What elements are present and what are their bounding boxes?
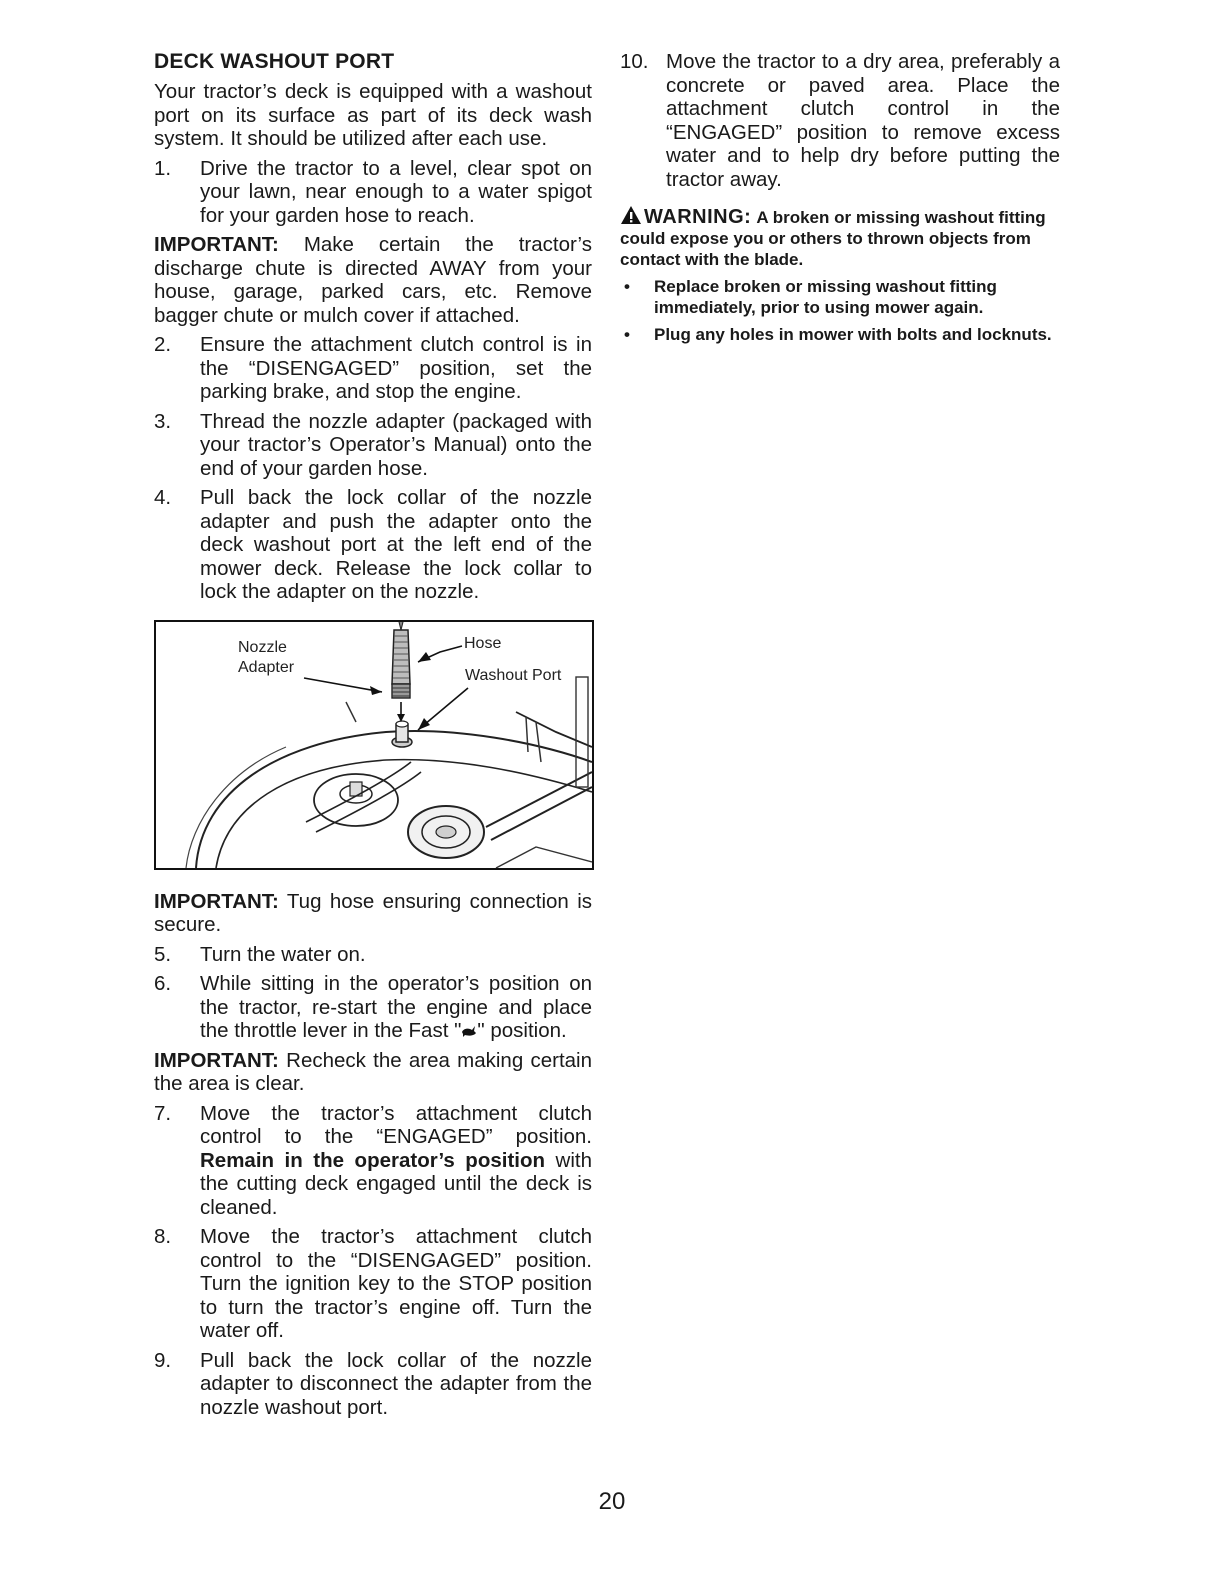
warning-block: [620, 205, 1060, 270]
intro-paragraph: Your tractor’s deck is equipped with a washout port on its surface as part of its deck wash system. It should be utilized after each use.: [154, 80, 592, 150]
washout-port-illustration: [154, 620, 594, 870]
important-text: Recheck the area making certain the area is clear.: [154, 1048, 592, 1095]
step-number: 5.: [154, 942, 172, 966]
important-text: Make certain the tractor’s discharge chute is directed AWAY from your house, garage, parked cars, etc. Remove bagger chute or mulch cover if attached.: [154, 233, 592, 327]
step-number: 6.: [154, 972, 172, 995]
warning-bullet-text: Plug any holes in mower with bolts and locknuts.: [654, 325, 1052, 344]
list-item: [154, 972, 592, 1043]
page-number: 20: [598, 1488, 626, 1515]
label-adapter: Adapter: [238, 658, 295, 676]
step-text-part: " position.: [477, 1019, 567, 1042]
important-label: IMPORTANT:: [154, 233, 279, 256]
step-text-part: Move the tractor’s attachment clutch control to the “ENGAGED” position.: [200, 1101, 592, 1148]
step-text: Turn the water on.: [200, 942, 366, 966]
list-item: [620, 324, 1060, 345]
step-text-part: While sitting in the operator’s position on the tractor, re-start the engine and place the throttle lever in the Fast ": [200, 972, 592, 1042]
list-item: [154, 1349, 592, 1420]
list-item: [154, 486, 592, 604]
step-text: Move the tractor’s attachment clutch control to the “DISENGAGED” position. Turn the ignition key to the STOP position to turn the tractor’s engine off. Turn the water off.: [200, 1225, 592, 1342]
step-text: Pull back the lock collar of the nozzle adapter and push the adapter onto the deck washout port at the left end of the mower deck. Release the lock collar to lock the adapter on the nozzle.: [200, 486, 592, 603]
list-item: [154, 157, 592, 228]
important-note: [154, 890, 592, 937]
list-item: [154, 1225, 592, 1343]
important-label: IMPORTANT:: [154, 1048, 279, 1072]
step-text: Move the tractor to a dry area, preferably a concrete or paved area. Place the attachment clutch control in the “ENGAGED” position to remove excess water and to help dry before putting the tractor away.: [666, 50, 1060, 191]
step-text: Pull back the lock collar of the nozzle adapter to disconnect the adapter from the nozzle washout port.: [200, 1348, 592, 1419]
warning-triangle-icon: [620, 205, 642, 225]
label-washout-port: Washout Port: [465, 666, 562, 684]
step-number: 7.: [154, 1101, 172, 1125]
bullet-dot-icon: •: [624, 277, 630, 296]
warning-label: WARNING:: [644, 206, 752, 228]
important-note: [154, 1049, 592, 1096]
warning-text: A broken or missing washout fitting could expose you or others to thrown objects from contact with the blade.: [620, 208, 1046, 269]
deck-drawing: [156, 622, 592, 868]
left-column: [154, 50, 592, 1425]
step-bold-text: Remain in the operator’s position: [200, 1148, 546, 1172]
step-number: 8.: [154, 1225, 172, 1248]
step-number: 3.: [154, 409, 172, 433]
step-number: 1.: [154, 156, 172, 180]
step-number: 10.: [620, 50, 649, 73]
warning-bullet-text: Replace broken or missing washout fitting immediately, prior to using mower again.: [654, 277, 997, 317]
list-item: [154, 410, 592, 481]
list-item: [154, 943, 592, 967]
label-nozzle: Nozzle: [238, 638, 287, 656]
bullet-dot-icon: •: [624, 325, 630, 344]
right-column: [620, 50, 1060, 345]
important-note: [154, 233, 592, 327]
list-item: [154, 333, 592, 404]
step-number: 2.: [154, 333, 172, 356]
important-text: Tug hose ensuring connection is secure.: [154, 889, 593, 936]
label-hose: Hose: [464, 634, 502, 652]
step-text: [200, 972, 592, 1043]
step-number: 4.: [154, 486, 172, 509]
list-item: [620, 276, 1060, 318]
section-title: DECK WASHOUT PORT: [154, 50, 395, 73]
list-item: [620, 50, 1060, 191]
important-label: IMPORTANT:: [154, 889, 279, 913]
step-text-part: with the cutting deck engaged until the deck is cleaned.: [200, 1148, 592, 1219]
step-text: Ensure the attachment clutch control is in the “DISENGAGED” position, set the parking brake, and stop the engine.: [200, 333, 592, 403]
step-text: Thread the nozzle adapter (packaged with your tractor’s Operator’s Manual) onto the end of your garden hose.: [200, 409, 592, 480]
step-text: [200, 1102, 592, 1220]
rabbit-icon: [461, 1024, 477, 1038]
list-item: [154, 1102, 592, 1220]
step-text: Drive the tractor to a level, clear spot on your lawn, near enough to a water spigot for your garden hose to reach.: [200, 156, 592, 227]
step-number: 9.: [154, 1348, 172, 1372]
